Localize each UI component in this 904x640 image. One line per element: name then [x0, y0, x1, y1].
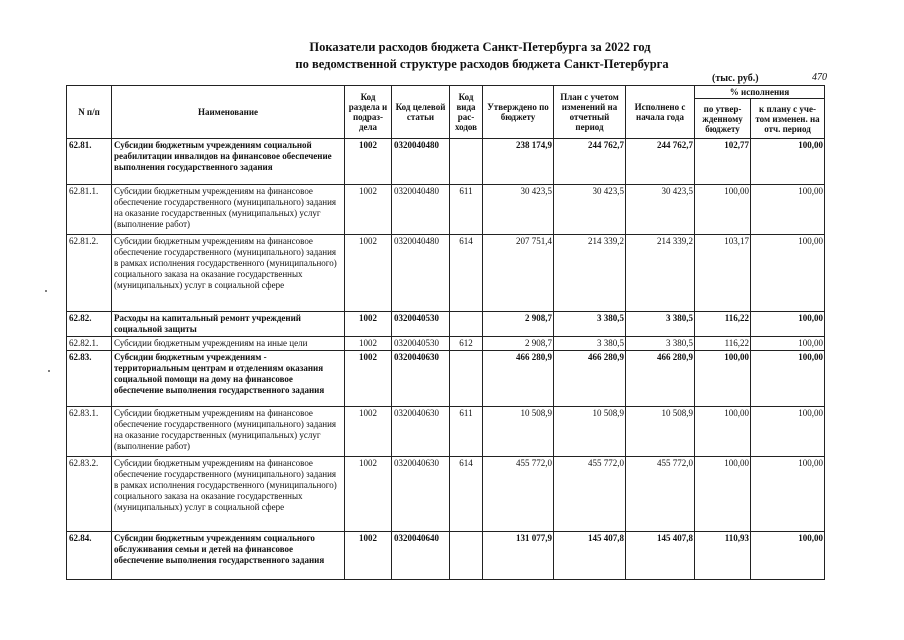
cell-section: 1002	[345, 337, 392, 351]
cell-pct-plan: 100,00	[751, 235, 825, 312]
table-row	[67, 337, 825, 351]
cell-executed: 466 280,9	[626, 351, 695, 407]
table-row	[67, 235, 825, 312]
cell-name: Субсидии бюджетным учреждениям на финансовое обеспечение государственного (муниципального) задания в рамках исполнения государственного (муниципального) социального заказа на оказание государственных (муниципальных) услуг в социальной сфере	[112, 457, 345, 532]
cell-pct-plan: 100,00	[751, 532, 825, 580]
table-row	[67, 185, 825, 235]
col-header-approved: Утверждено по бюджету	[483, 86, 554, 139]
cell-approved: 238 174,9	[483, 139, 554, 185]
cell-plan: 3 380,5	[554, 312, 626, 337]
cell-section: 1002	[345, 351, 392, 407]
cell-target: 0320040630	[392, 351, 450, 407]
table-row	[67, 351, 825, 407]
cell-target: 0320040530	[392, 312, 450, 337]
cell-section: 1002	[345, 235, 392, 312]
cell-num: 62.81.	[67, 139, 112, 185]
cell-executed: 455 772,0	[626, 457, 695, 532]
cell-section: 1002	[345, 407, 392, 457]
col-header-pct-plan: к плану с уче-том изменен. на отч. период	[751, 99, 825, 139]
cell-type: 611	[450, 185, 483, 235]
cell-target: 0320040630	[392, 457, 450, 532]
cell-pct-plan: 100,00	[751, 457, 825, 532]
cell-target: 0320040640	[392, 532, 450, 580]
cell-pct-plan: 100,00	[751, 139, 825, 185]
cell-pct-budget: 102,77	[695, 139, 751, 185]
document-title-line2: по ведомственной структуре расходов бюджета Санкт-Петербурга	[295, 57, 669, 71]
cell-section: 1002	[345, 185, 392, 235]
cell-approved: 30 423,5	[483, 185, 554, 235]
cell-plan: 244 762,7	[554, 139, 626, 185]
cell-pct-plan: 100,00	[751, 351, 825, 407]
cell-name: Субсидии бюджетным учреждениям на финансовое обеспечение государственного (муниципального) задания на оказание государственных (муниципальных) услуг (выполнение работ)	[112, 407, 345, 457]
cell-target: 0320040480	[392, 185, 450, 235]
cell-num: 62.81.2.	[67, 235, 112, 312]
cell-pct-plan: 100,00	[751, 337, 825, 351]
cell-section: 1002	[345, 532, 392, 580]
table-body	[67, 139, 825, 580]
page-number: 470	[812, 72, 827, 83]
cell-plan: 3 380,5	[554, 337, 626, 351]
cell-type	[450, 312, 483, 337]
cell-pct-plan: 100,00	[751, 312, 825, 337]
cell-pct-budget: 100,00	[695, 457, 751, 532]
cell-name: Субсидии бюджетным учреждениям на иные цели	[112, 337, 345, 351]
scan-speck	[45, 290, 47, 292]
cell-num: 62.83.2.	[67, 457, 112, 532]
cell-pct-plan: 100,00	[751, 185, 825, 235]
cell-approved: 131 077,9	[483, 532, 554, 580]
cell-pct-budget: 110,93	[695, 532, 751, 580]
expenditure-table	[66, 85, 825, 580]
cell-name: Субсидии бюджетным учреждениям социальной реабилитации инвалидов на финансовое обеспечение выполнения государственного задания	[112, 139, 345, 185]
cell-executed: 214 339,2	[626, 235, 695, 312]
cell-section: 1002	[345, 457, 392, 532]
cell-num: 62.83.	[67, 351, 112, 407]
cell-approved: 10 508,9	[483, 407, 554, 457]
cell-section: 1002	[345, 139, 392, 185]
col-header-pct-budget: по утвер-жденному бюджету	[695, 99, 751, 139]
cell-name: Расходы на капитальный ремонт учреждений социальной защиты	[112, 312, 345, 337]
cell-num: 62.83.1.	[67, 407, 112, 457]
cell-type: 611	[450, 407, 483, 457]
cell-num: 62.84.	[67, 532, 112, 580]
cell-executed: 10 508,9	[626, 407, 695, 457]
table-row	[67, 457, 825, 532]
col-header-plan: План с учетом изменений на отчетный период	[554, 86, 626, 139]
units-label: (тыс. руб.)	[712, 73, 759, 84]
table-row	[67, 407, 825, 457]
cell-name: Субсидии бюджетным учреждениям на финансовое обеспечение государственного (муниципального) задания в рамках исполнения государственного (муниципального) социального заказа на оказание государственных (муниципальных) услуг в социальной сфере	[112, 235, 345, 312]
cell-pct-budget: 100,00	[695, 407, 751, 457]
cell-pct-budget: 100,00	[695, 185, 751, 235]
cell-name: Субсидии бюджетным учреждениям социального обслуживания семьи и детей на финансовое обеспечение выполнения государственного задания	[112, 532, 345, 580]
cell-plan: 214 339,2	[554, 235, 626, 312]
col-header-num: N п/п	[67, 86, 112, 139]
cell-pct-budget: 103,17	[695, 235, 751, 312]
cell-approved: 455 772,0	[483, 457, 554, 532]
cell-executed: 3 380,5	[626, 312, 695, 337]
cell-type	[450, 532, 483, 580]
cell-type: 612	[450, 337, 483, 351]
col-header-section: Код раздела и подраз-дела	[345, 86, 392, 139]
cell-plan: 455 772,0	[554, 457, 626, 532]
cell-target: 0320040630	[392, 407, 450, 457]
cell-num: 62.81.1.	[67, 185, 112, 235]
cell-executed: 145 407,8	[626, 532, 695, 580]
cell-executed: 3 380,5	[626, 337, 695, 351]
cell-approved: 466 280,9	[483, 351, 554, 407]
cell-section: 1002	[345, 312, 392, 337]
cell-num: 62.82.	[67, 312, 112, 337]
table-row	[67, 532, 825, 580]
cell-num: 62.82.1.	[67, 337, 112, 351]
cell-pct-budget: 116,22	[695, 312, 751, 337]
cell-target: 0320040480	[392, 235, 450, 312]
scan-speck	[48, 370, 50, 372]
cell-pct-budget: 100,00	[695, 351, 751, 407]
col-header-executed: Исполнено с начала года	[626, 86, 695, 139]
cell-plan: 10 508,9	[554, 407, 626, 457]
cell-type	[450, 351, 483, 407]
cell-type: 614	[450, 235, 483, 312]
cell-pct-budget: 116,22	[695, 337, 751, 351]
cell-approved: 2 908,7	[483, 337, 554, 351]
cell-plan: 30 423,5	[554, 185, 626, 235]
cell-plan: 145 407,8	[554, 532, 626, 580]
cell-executed: 244 762,7	[626, 139, 695, 185]
cell-pct-plan: 100,00	[751, 407, 825, 457]
document-title-line1: Показатели расходов бюджета Санкт-Петербурга за 2022 год	[309, 40, 651, 54]
cell-target: 0320040480	[392, 139, 450, 185]
table-row	[67, 312, 825, 337]
cell-approved: 2 908,7	[483, 312, 554, 337]
cell-plan: 466 280,9	[554, 351, 626, 407]
col-header-type: Код вида рас-ходов	[450, 86, 483, 139]
col-header-target: Код целевой статьи	[392, 86, 450, 139]
table-row	[67, 139, 825, 185]
table-header	[67, 86, 825, 139]
cell-executed: 30 423,5	[626, 185, 695, 235]
cell-type: 614	[450, 457, 483, 532]
col-header-percent-group: % исполнения	[695, 86, 825, 99]
cell-name: Субсидии бюджетным учреждениям на финансовое обеспечение государственного (муниципального) задания на оказание государственных (муниципальных) услуг (выполнение работ)	[112, 185, 345, 235]
cell-type	[450, 139, 483, 185]
col-header-name: Наименование	[112, 86, 345, 139]
cell-target: 0320040530	[392, 337, 450, 351]
cell-approved: 207 751,4	[483, 235, 554, 312]
cell-name: Субсидии бюджетным учреждениям - территориальным центрам и отделениям оказания социальной помощи на дому на финансовое обеспечение выполнения государственного задания	[112, 351, 345, 407]
